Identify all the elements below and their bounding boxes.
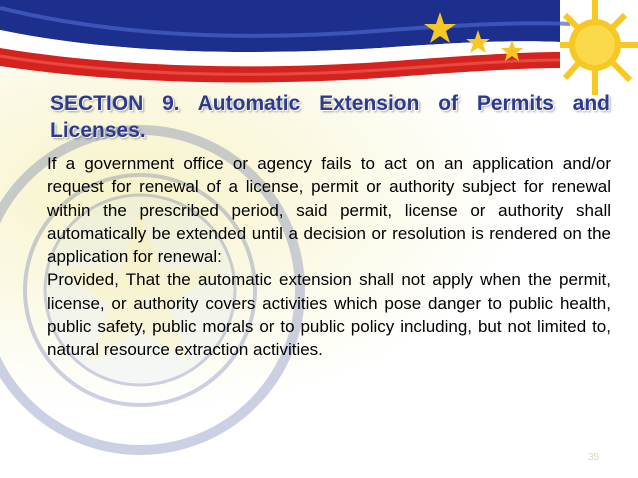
page-number: 35 <box>588 452 600 463</box>
body-paragraph: Provided, That the automatic extension shall not apply when the permit, license, or authority covers activities which pose danger to public health, public safety, public morals or to public policy including, but not limited to, natural resource extraction activities. <box>47 270 611 360</box>
slide-title: SECTION 9. Automatic Extension of Permits and Licenses. <box>50 92 610 142</box>
body-paragraph: If a government office or agency fails to act on an application and/or request for renewal of a license, permit or authority subject for renewal within the prescribed period, said permit, license or authority shall automatically be extended until a decision or resolution is rendered on the application for renewal: <box>47 154 611 267</box>
slide-body <box>47 152 611 362</box>
